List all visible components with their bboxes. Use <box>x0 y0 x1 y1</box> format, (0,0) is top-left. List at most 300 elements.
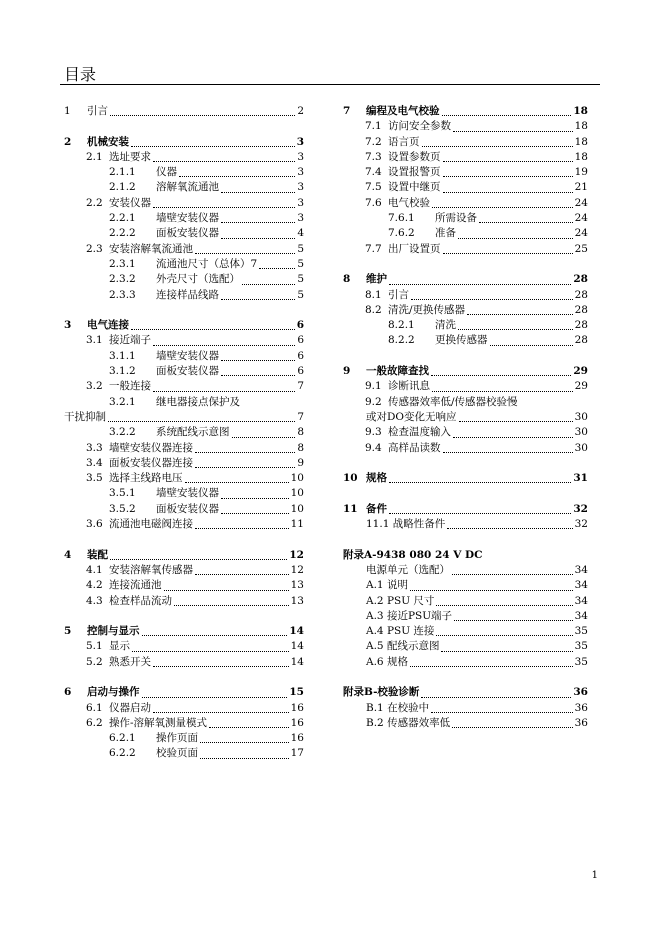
toc-entry[interactable] <box>343 226 588 241</box>
toc-entry-title: 引言 <box>388 288 409 301</box>
toc-entry-number: 2 <box>64 135 72 148</box>
toc-entry[interactable] <box>343 609 588 624</box>
toc-entry-page: 29 <box>573 365 588 378</box>
toc-leader-dots <box>221 374 295 376</box>
toc-entry-title: 外壳尺寸（选配） <box>156 273 240 286</box>
toc-entry[interactable] <box>64 104 304 119</box>
toc-leader-dots <box>443 175 573 177</box>
toc-leader-dots <box>467 313 573 315</box>
toc-entry-page: 34 <box>574 579 588 592</box>
toc-left-column <box>64 104 304 762</box>
toc-entry[interactable] <box>64 471 304 486</box>
toc-entry[interactable] <box>343 318 588 333</box>
toc-entry[interactable] <box>64 180 304 195</box>
toc-entry-page: 8 <box>297 441 304 454</box>
toc-entry-page: 17 <box>290 747 304 760</box>
toc-entry[interactable] <box>64 226 304 241</box>
toc-entry-number: 8 <box>343 273 351 286</box>
toc-entry-page: 36 <box>574 701 588 714</box>
toc-entry[interactable] <box>343 701 588 716</box>
toc-leader-dots <box>443 451 573 453</box>
toc-entry-title: A.6 规格 <box>366 655 408 668</box>
toc-entry[interactable] <box>64 731 304 746</box>
toc-leader-dots <box>221 497 289 499</box>
toc-entry-page: 32 <box>573 502 588 515</box>
toc-entry-title: 传感器效率低/传感器校验慢 <box>388 395 518 408</box>
toc-entry[interactable] <box>64 364 304 379</box>
toc-entry[interactable] <box>343 150 588 165</box>
toc-entry-page: 34 <box>574 609 588 622</box>
toc-entry-title: 安装溶解氧流通池 <box>109 242 193 255</box>
toc-entry[interactable] <box>64 395 304 410</box>
toc-entry-title: 附录A-9438 080 24 V DC <box>343 548 483 561</box>
toc-entry-page: 30 <box>574 410 588 423</box>
toc-entry-title: 选址要求 <box>109 150 151 163</box>
toc-entry-number: 4.1 <box>86 563 103 576</box>
toc-heading: 目录 <box>64 65 97 84</box>
toc-entry-title: 电气连接 <box>87 319 129 332</box>
toc-leader-dots <box>389 512 571 514</box>
toc-leader-dots <box>108 420 295 422</box>
toc-entry-page: 36 <box>574 716 588 729</box>
toc-entry-number: 8.2.2 <box>388 334 415 347</box>
toc-entry-number: 7.3 <box>365 150 382 163</box>
toc-entry[interactable] <box>64 410 304 425</box>
toc-entry-page: 6 <box>297 365 304 378</box>
toc-entry[interactable] <box>64 639 304 654</box>
toc-entry-number: 2.1 <box>86 150 103 163</box>
toc-entry-title: 连接样品线路 <box>156 288 219 301</box>
toc-entry-title: 墙壁安装仪器 <box>156 349 219 362</box>
toc-entry-page: 5 <box>297 257 304 270</box>
toc-entry[interactable] <box>64 318 304 333</box>
toc-entry-number: 8.2.1 <box>388 319 415 332</box>
toc-entry-number: 9.4 <box>365 441 382 454</box>
toc-leader-dots <box>221 237 295 239</box>
toc-entry-title: 检查样品流动 <box>109 594 172 607</box>
toc-right-column <box>343 104 588 731</box>
toc-entry-number: 7.6.1 <box>388 212 415 225</box>
toc-entry[interactable] <box>64 517 304 532</box>
toc-entry-page: 13 <box>290 594 304 607</box>
toc-entry[interactable] <box>343 594 588 609</box>
toc-entry-title: 维护 <box>366 273 387 286</box>
toc-leader-dots <box>195 573 289 575</box>
toc-leader-dots <box>174 604 289 606</box>
toc-entry[interactable] <box>64 502 304 517</box>
toc-entry-number: 7.1 <box>365 120 382 133</box>
toc-entry[interactable] <box>343 639 588 654</box>
toc-leader-dots <box>195 527 289 529</box>
toc-entry-title: 安装溶解氧传感器 <box>109 563 193 576</box>
toc-entry[interactable] <box>64 288 304 303</box>
toc-entry[interactable] <box>343 410 588 425</box>
toc-leader-dots <box>179 175 295 177</box>
toc-entry[interactable] <box>343 196 588 211</box>
toc-leader-dots <box>200 757 289 759</box>
toc-entry-number: 2.2 <box>86 196 103 209</box>
toc-entry-page: 3 <box>297 150 304 163</box>
toc-entry-number: 2.3.3 <box>109 288 136 301</box>
toc-entry-number: 2.1.2 <box>109 181 136 194</box>
toc-leader-dots <box>209 726 289 728</box>
toc-entry-page: 35 <box>574 655 588 668</box>
toc-entry[interactable] <box>64 456 304 471</box>
toc-entry-number: 6 <box>64 686 72 699</box>
toc-entry-title: 清洗 <box>435 319 456 332</box>
toc-entry-page: 14 <box>290 655 304 668</box>
toc-entry-title: 面板安装仪器 <box>156 365 219 378</box>
toc-leader-dots <box>432 206 573 208</box>
toc-entry-title: 面板安装仪器 <box>156 227 219 240</box>
toc-entry-title: A.4 PSU 连接 <box>366 625 435 638</box>
toc-entry[interactable] <box>343 211 588 226</box>
toc-entry-number: 4 <box>64 548 72 561</box>
toc-leader-dots <box>431 374 571 376</box>
toc-leader-dots <box>459 420 573 422</box>
toc-entry-number: 7.6 <box>365 196 382 209</box>
toc-leader-dots <box>436 634 572 636</box>
toc-leader-dots <box>443 252 573 254</box>
toc-leader-dots <box>195 466 295 468</box>
toc-entry[interactable] <box>343 364 588 379</box>
toc-leader-dots <box>453 130 573 132</box>
toc-entry-number: 3.5.1 <box>109 487 136 500</box>
toc-entry[interactable] <box>343 548 588 563</box>
toc-entry-page: 14 <box>289 625 304 638</box>
toc-entry-title: 连接流通池 <box>109 579 162 592</box>
toc-entry-page: 25 <box>574 242 588 255</box>
toc-entry-page: 24 <box>574 227 588 240</box>
toc-entry-page: 6 <box>296 319 304 332</box>
toc-entry[interactable] <box>64 655 304 670</box>
toc-entry-title: 检查温度输入 <box>388 426 451 439</box>
toc-entry[interactable] <box>343 333 588 348</box>
toc-entry-page: 29 <box>574 380 588 393</box>
toc-entry-number: 3.1.1 <box>109 349 136 362</box>
toc-entry-number: 3.3 <box>86 441 103 454</box>
toc-entry[interactable] <box>343 655 588 670</box>
toc-entry-number: 1 <box>64 105 71 117</box>
toc-entry[interactable] <box>64 685 304 700</box>
toc-entry-title: 出厂设置页 <box>388 242 441 255</box>
toc-entry-number: 2.2.2 <box>109 227 136 240</box>
toc-entry-title: 一般故障查找 <box>366 365 429 378</box>
toc-entry[interactable] <box>343 685 588 700</box>
toc-entry[interactable] <box>64 624 304 639</box>
toc-entry-number: 6.2 <box>86 716 103 729</box>
toc-entry-number: 4.3 <box>86 594 103 607</box>
toc-entry[interactable] <box>64 563 304 578</box>
toc-entry[interactable] <box>343 395 588 410</box>
toc-entry-title: 流通池电磁阀连接 <box>109 518 193 531</box>
toc-entry[interactable] <box>64 333 304 348</box>
toc-leader-dots <box>221 191 295 193</box>
toc-entry[interactable] <box>64 242 304 257</box>
toc-entry-title: 仪器启动 <box>109 701 151 714</box>
toc-entry-title: 电气校验 <box>388 196 430 209</box>
toc-leader-dots <box>389 481 571 483</box>
toc-entry-page: 30 <box>574 441 588 454</box>
toc-leader-dots <box>479 221 573 223</box>
toc-leader-dots <box>221 298 295 300</box>
toc-entry-page: 31 <box>573 472 588 485</box>
toc-entry[interactable] <box>343 563 588 578</box>
toc-leader-dots <box>242 283 295 285</box>
toc-entry[interactable] <box>343 242 588 257</box>
toc-leader-dots <box>164 589 289 591</box>
toc-entry[interactable] <box>343 502 588 517</box>
toc-entry[interactable] <box>64 257 304 272</box>
toc-entry-page: 18 <box>573 105 588 117</box>
toc-entry-page: 35 <box>574 625 588 638</box>
toc-leader-dots <box>389 283 571 285</box>
toc-leader-dots <box>454 619 573 621</box>
toc-entry-page: 7 <box>297 380 304 393</box>
toc-entry-number: 4.2 <box>86 579 103 592</box>
toc-entry-page: 6 <box>297 334 304 347</box>
toc-entry-page: 28 <box>574 303 588 316</box>
toc-entry[interactable] <box>64 135 304 150</box>
toc-entry-title: 设置参数页 <box>388 150 441 163</box>
toc-entry-number: 2.3.2 <box>109 273 136 286</box>
toc-entry[interactable] <box>64 379 304 394</box>
toc-leader-dots <box>452 573 573 575</box>
toc-leader-dots <box>431 711 573 713</box>
toc-entry-title: 设置报警页 <box>388 166 441 179</box>
toc-entry-title: A.3 接近PSU端子 <box>366 609 453 622</box>
toc-entry-title: 控制与显示 <box>87 625 140 638</box>
toc-entry-number: 7.6.2 <box>388 227 415 240</box>
toc-entry-number: 7.7 <box>365 242 382 255</box>
toc-entry[interactable] <box>343 135 588 150</box>
toc-entry-number: 3.5 <box>86 472 103 485</box>
toc-entry-page: 34 <box>574 563 588 576</box>
toc-entry[interactable] <box>343 303 588 318</box>
toc-entry[interactable] <box>343 471 588 486</box>
toc-entry-page: 21 <box>574 181 588 194</box>
toc-entry-page: 8 <box>297 426 304 439</box>
toc-entry-title: 墙壁安装仪器 <box>156 212 219 225</box>
toc-entry[interactable] <box>64 196 304 211</box>
toc-entry[interactable] <box>343 716 588 731</box>
toc-entry[interactable] <box>343 624 588 639</box>
toc-entry-page: 12 <box>289 548 304 561</box>
toc-entry[interactable] <box>64 150 304 165</box>
toc-entry-title: 准备 <box>435 227 456 240</box>
toc-entry[interactable] <box>64 578 304 593</box>
toc-entry-number: 3.1.2 <box>109 365 136 378</box>
toc-entry-title: 继电器接点保护及 <box>156 395 240 408</box>
toc-entry-page: 12 <box>290 563 304 576</box>
toc-entry-page: 30 <box>574 426 588 439</box>
toc-leader-dots <box>453 436 573 438</box>
toc-leader-dots <box>131 328 295 330</box>
toc-entry-number: 6.2.1 <box>109 732 136 745</box>
toc-entry-page: 16 <box>290 732 304 745</box>
toc-leader-dots <box>153 160 295 162</box>
toc-entry-title: 仪器 <box>156 166 177 179</box>
toc-entry[interactable] <box>343 272 588 287</box>
toc-entry-title: 备件 <box>366 502 387 515</box>
toc-entry-title: A.1 说明 <box>366 579 408 592</box>
toc-entry-number: 3.2.2 <box>109 426 136 439</box>
toc-entry[interactable] <box>343 379 588 394</box>
toc-entry-title: 面板安装仪器 <box>156 502 219 515</box>
toc-entry-number: 8.1 <box>365 288 382 301</box>
toc-entry-title: 编程及电气校验 <box>366 105 440 117</box>
toc-leader-dots <box>232 436 296 438</box>
toc-entry[interactable] <box>343 441 588 456</box>
toc-entry-page: 10 <box>290 472 304 485</box>
toc-leader-dots <box>443 191 573 193</box>
toc-entry[interactable] <box>64 486 304 501</box>
toc-entry-page: 34 <box>574 594 588 607</box>
toc-entry-page: 15 <box>289 686 304 699</box>
toc-entry-number: 9.1 <box>365 380 382 393</box>
toc-entry-page: 18 <box>574 150 588 163</box>
toc-entry-title: A.5 配线示意图 <box>366 640 440 653</box>
toc-entry-page: 28 <box>574 288 588 301</box>
toc-entry[interactable] <box>64 548 304 563</box>
toc-entry-number: 7.2 <box>365 135 382 148</box>
toc-entry-page: 3 <box>297 212 304 225</box>
toc-entry[interactable] <box>64 349 304 364</box>
toc-entry[interactable] <box>343 165 588 180</box>
toc-entry[interactable] <box>64 272 304 287</box>
toc-leader-dots <box>259 267 295 269</box>
toc-entry-number: 9 <box>343 365 351 378</box>
toc-leader-dots <box>195 451 295 453</box>
toc-entry-page: 5 <box>297 288 304 301</box>
toc-leader-dots <box>153 206 295 208</box>
toc-entry-page: 3 <box>297 166 304 179</box>
toc-entry-page: 3 <box>297 181 304 194</box>
toc-entry-number: 6.2.2 <box>109 747 136 760</box>
toc-leader-dots <box>132 650 289 652</box>
toc-leader-dots <box>410 589 573 591</box>
toc-entry-number: 3.5.2 <box>109 502 136 515</box>
toc-entry-page: 6 <box>297 349 304 362</box>
toc-entry[interactable] <box>343 517 588 532</box>
toc-entry-number: 2.1.1 <box>109 166 136 179</box>
toc-entry[interactable] <box>64 211 304 226</box>
toc-entry-title: 接近端子 <box>109 334 151 347</box>
toc-entry-title: 显示 <box>109 640 130 653</box>
toc-entry-number: 7 <box>343 105 351 117</box>
toc-entry[interactable] <box>64 716 304 731</box>
toc-entry-title: A.2 PSU 尺寸 <box>366 594 435 607</box>
toc-entry-title: 溶解氧流通池 <box>156 181 219 194</box>
toc-entry-number: 3.2 <box>86 380 103 393</box>
toc-entry-number: 3.4 <box>86 456 103 469</box>
toc-entry-page: 16 <box>290 716 304 729</box>
toc-entry[interactable] <box>64 441 304 456</box>
toc-entry-page: 11 <box>290 518 304 531</box>
toc-entry[interactable] <box>64 425 304 440</box>
toc-entry-number: 9.2 <box>365 395 382 408</box>
toc-entry-title: 装配 <box>87 548 108 561</box>
toc-entry-page: 35 <box>574 640 588 653</box>
toc-entry-title: 语言页 <box>388 135 420 148</box>
toc-entry-number: 9.3 <box>365 426 382 439</box>
toc-entry-number: 11 <box>343 502 358 515</box>
toc-entry-page: 28 <box>574 319 588 332</box>
toc-entry-page: 16 <box>290 701 304 714</box>
toc-leader-dots <box>131 145 295 147</box>
toc-entry-title: 访问安全参数 <box>388 120 451 133</box>
toc-leader-dots <box>441 650 572 652</box>
toc-entry-page: 28 <box>573 273 588 286</box>
toc-entry[interactable] <box>343 104 588 119</box>
toc-leader-dots <box>195 252 295 254</box>
toc-entry-page: 3 <box>297 196 304 209</box>
toc-entry-number: 7.5 <box>365 181 382 194</box>
toc-leader-dots <box>421 696 571 698</box>
toc-entry[interactable] <box>64 594 304 609</box>
toc-entry-page: 9 <box>297 456 304 469</box>
toc-entry-number: 8.2 <box>365 303 382 316</box>
toc-entry-title: 或对DO变化无响应 <box>366 410 457 423</box>
toc-leader-dots <box>411 298 573 300</box>
toc-entry-title: 附录B-校验诊断 <box>343 686 420 699</box>
toc-entry-page: 19 <box>574 166 588 179</box>
toc-entry-title: B.2 传感器效率低 <box>366 716 451 729</box>
toc-entry-page: 3 <box>296 135 304 148</box>
toc-entry-number: 3.2.1 <box>109 395 136 408</box>
toc-leader-dots <box>221 221 295 223</box>
toc-entry[interactable] <box>64 746 304 761</box>
heading-divider <box>60 84 600 85</box>
toc-entry-number: 10 <box>343 472 358 485</box>
toc-entry-page: 4 <box>297 227 304 240</box>
toc-entry-page: 28 <box>574 334 588 347</box>
toc-leader-dots <box>153 665 289 667</box>
toc-entry[interactable] <box>343 288 588 303</box>
toc-leader-dots <box>432 390 573 392</box>
toc-entry[interactable] <box>64 165 304 180</box>
toc-leader-dots <box>110 114 295 116</box>
toc-entry[interactable] <box>343 425 588 440</box>
toc-entry-page: 7 <box>297 410 304 423</box>
toc-entry-title: 高样品读数 <box>388 441 441 454</box>
toc-leader-dots <box>185 481 289 483</box>
toc-leader-dots <box>410 665 573 667</box>
toc-leader-dots <box>458 237 573 239</box>
toc-entry[interactable] <box>343 180 588 195</box>
toc-leader-dots <box>221 512 289 514</box>
toc-entry-page: 18 <box>574 120 588 133</box>
toc-leader-dots <box>458 328 573 330</box>
toc-entry-title: 11.1 战略性备件 <box>366 518 446 531</box>
toc-leader-dots <box>153 390 295 392</box>
toc-leader-dots <box>153 344 295 346</box>
toc-entry-title: 操作-溶解氧测量模式 <box>109 716 208 729</box>
toc-entry-title: 干扰抑制 <box>64 410 106 423</box>
toc-entry-page: 10 <box>290 487 304 500</box>
toc-entry[interactable] <box>343 578 588 593</box>
toc-entry[interactable] <box>64 701 304 716</box>
toc-entry-title: 诊断讯息 <box>388 380 430 393</box>
toc-entry-number: 2.3.1 <box>109 257 136 270</box>
toc-entry-number: 5.2 <box>86 655 103 668</box>
toc-leader-dots <box>447 527 572 529</box>
toc-entry[interactable] <box>343 119 588 134</box>
toc-entry-title: 电源单元（选配） <box>366 563 450 576</box>
toc-entry-page: 5 <box>297 273 304 286</box>
toc-entry-number: 6.1 <box>86 701 103 714</box>
toc-entry-title: 熟悉开关 <box>109 655 151 668</box>
